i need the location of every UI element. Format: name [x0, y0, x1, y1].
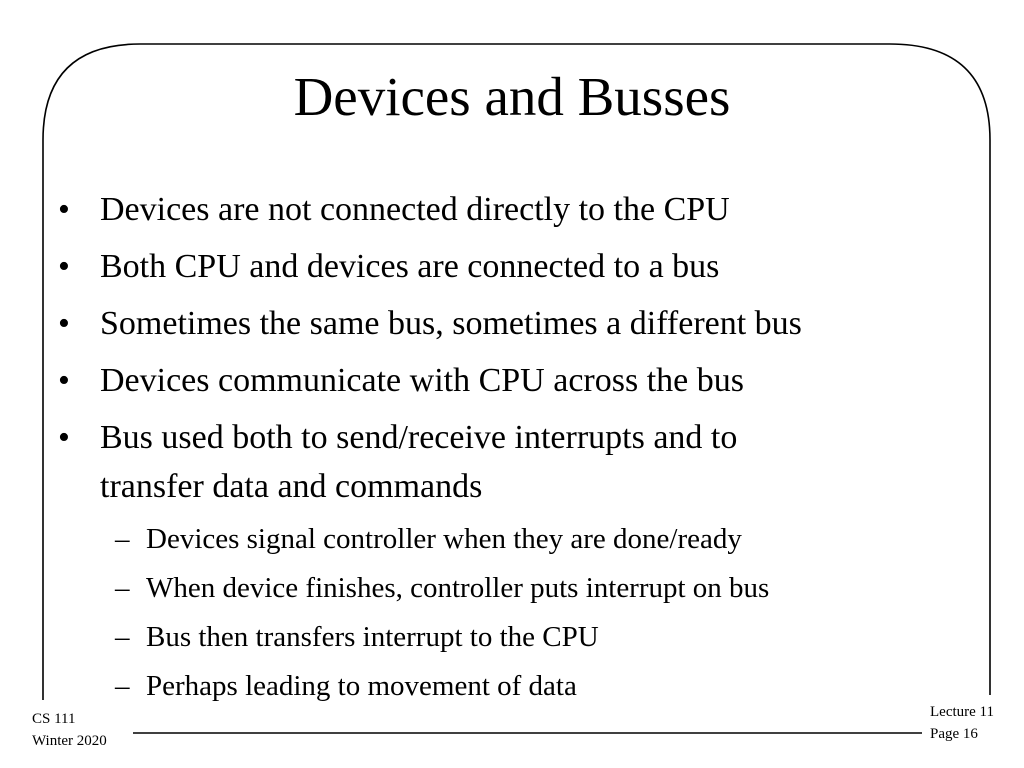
- bullet-text: Sometimes the same bus, sometimes a different bus: [100, 305, 802, 342]
- sub-bullet-marker: –: [115, 572, 130, 604]
- course-term: Winter 2020: [32, 733, 107, 749]
- sub-bullet-text: Perhaps leading to movement of data: [146, 670, 577, 702]
- bullet-text: Devices communicate with CPU across the bus: [100, 362, 744, 399]
- course-name: CS 111: [32, 711, 76, 727]
- sub-bullet-marker: –: [115, 670, 130, 702]
- bullet-text: Bus used both to send/receive interrupts and to: [100, 419, 738, 456]
- bullet-marker: •: [58, 248, 70, 285]
- sub-bullet-marker: –: [115, 523, 130, 555]
- sub-bullet-text: When device finishes, controller puts interrupt on bus: [146, 572, 770, 604]
- bullet-marker: •: [58, 419, 70, 456]
- sub-bullet-marker: –: [115, 621, 130, 653]
- page-number: Page 16: [930, 726, 978, 742]
- bullet-marker: •: [58, 191, 70, 228]
- bullet-text: Devices are not connected directly to the CPU: [100, 191, 730, 228]
- slide-title: Devices and Busses: [293, 66, 731, 127]
- sub-bullet-text: Devices signal controller when they are done/ready: [146, 523, 742, 555]
- footer-course-info: [32, 708, 107, 752]
- bullet-text: Both CPU and devices are connected to a bus: [100, 248, 720, 285]
- lecture-number: Lecture 11: [930, 704, 994, 720]
- sub-bullet-text: Bus then transfers interrupt to the CPU: [146, 621, 599, 653]
- bullet-marker: •: [58, 362, 70, 399]
- bullet-text-continuation: transfer data and commands: [100, 468, 483, 505]
- footer-page-info: [930, 701, 994, 745]
- bullet-marker: •: [58, 305, 70, 342]
